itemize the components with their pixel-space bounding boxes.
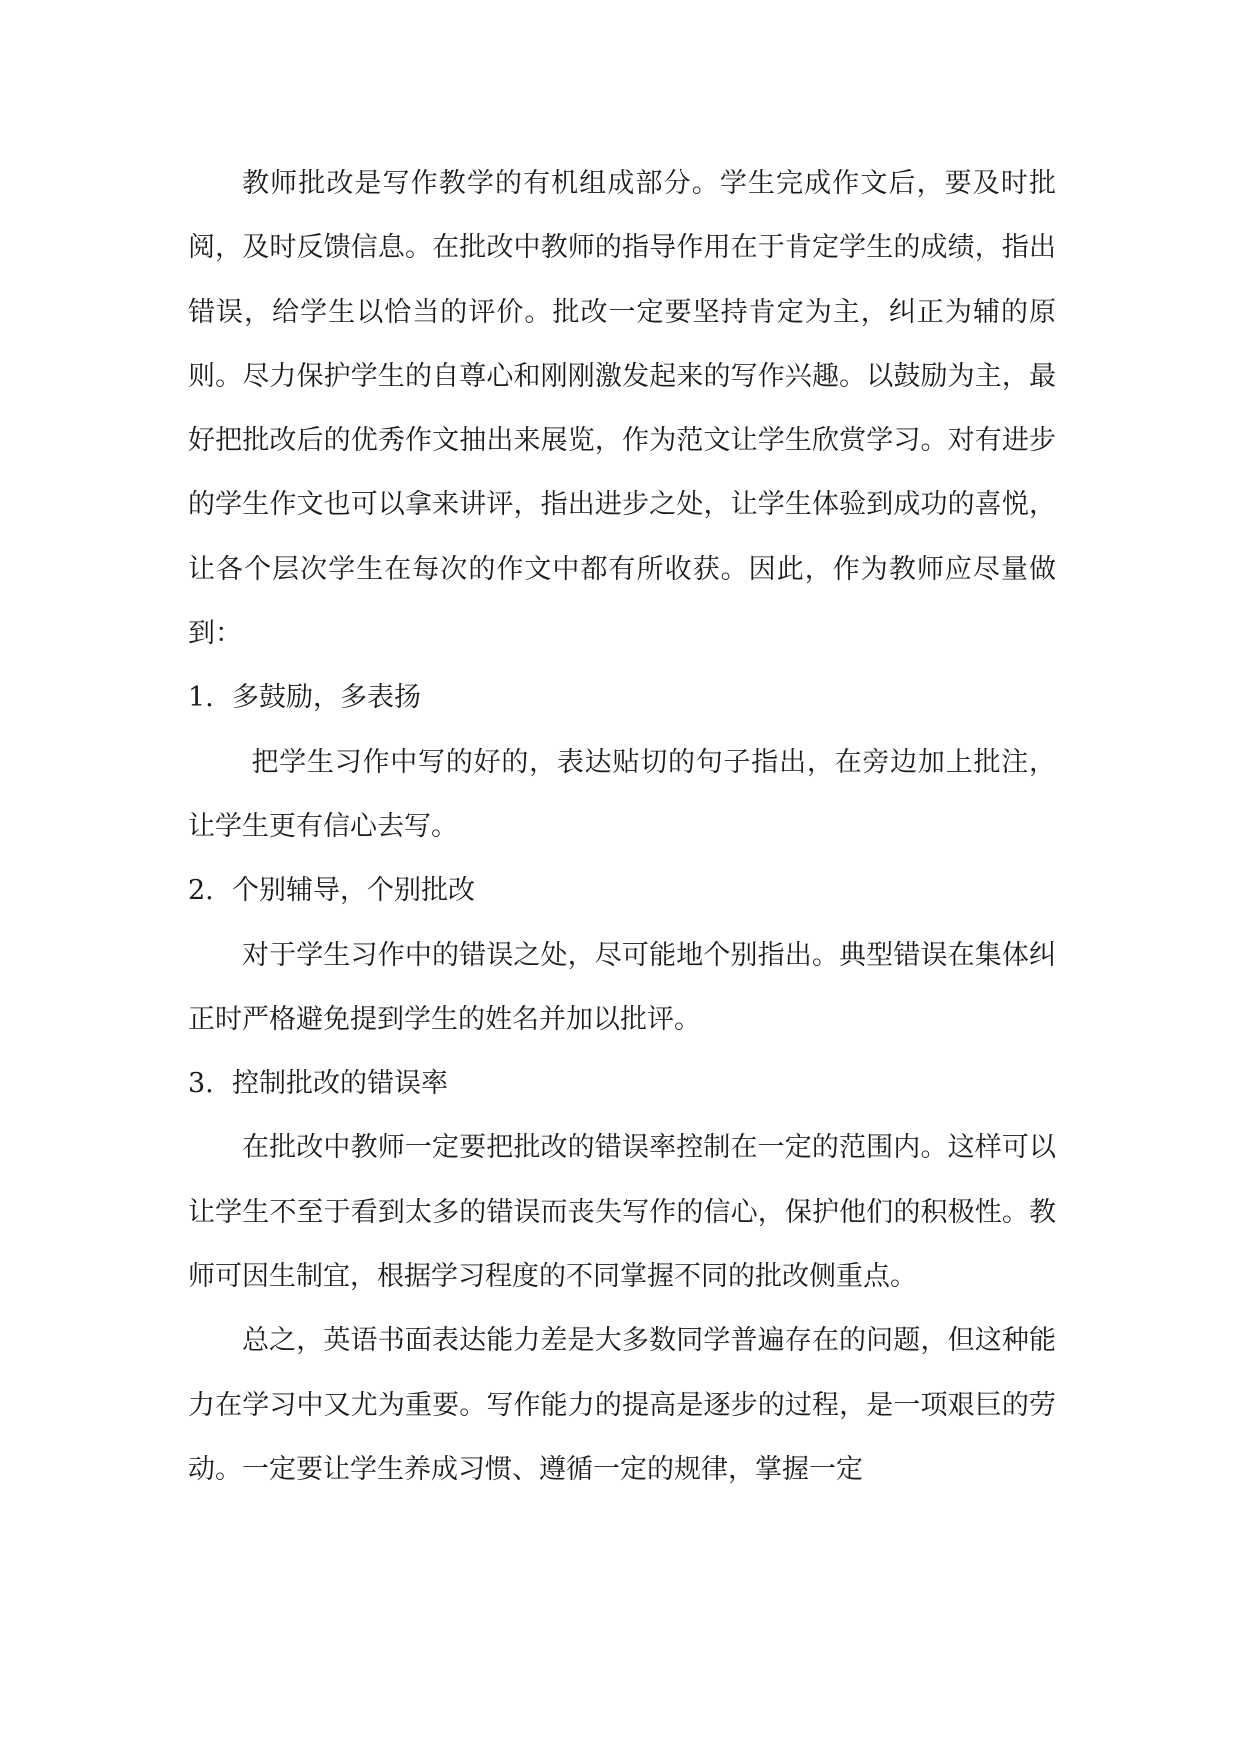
section-heading-3 bbox=[188, 1052, 1056, 1116]
paragraph-error-rate: 在批改中教师一定要把批改的错误率控制在一定的范围内。这样可以让学生不至于看到太多的错误而丧失写作的信心，保护他们的积极性。教师可因生制宜，根据学习程度的不同掌握不同的批改侧重点。 bbox=[188, 1132, 1056, 1293]
paragraph-encourage: 把学生习作中写的好的，表达贴切的句子指出，在旁边加上批注，让学生更有信心去写。 bbox=[188, 746, 1056, 842]
section-title: 个别辅导，个别批改 bbox=[232, 875, 475, 907]
section-title: 多鼓励，多表扬 bbox=[232, 682, 421, 714]
section-title: 控制批改的错误率 bbox=[232, 1068, 448, 1100]
paragraph-individual: 对于学生习作中的错误之处，尽可能地个别指出。典型错误在集体纠正时严格避免提到学生的姓名并加以批评。 bbox=[188, 939, 1056, 1035]
section-number: 2. bbox=[188, 875, 214, 907]
document-body bbox=[188, 152, 1056, 1502]
paragraph-summary: 总之，英语书面表达能力差是大多数同学普遍存在的问题，但这种能力在学习中又尤为重要。写作能力的提高是逐步的过程，是一项艰巨的劳动。一定要让学生养成习惯、遵循一定的规律，掌握一定 bbox=[188, 1325, 1056, 1485]
section-number: 3. bbox=[188, 1068, 214, 1100]
section-number: 1. bbox=[188, 682, 214, 714]
paragraph-intro: 教师批改是写作教学的有机组成部分。学生完成作文后，要及时批阅，及时反馈信息。在批改中教师的指导作用在于肯定学生的成绩，指出错误，给学生以恰当的评价。批改一定要坚持肯定为主，纠正为辅的原则。尽力保护学生的自尊心和刚刚激发起来的写作兴趣。以鼓励为主，最好把批改后的优秀作文抽出来展览，作为范文让学生欣赏学习。对有进步的学生作文也可以拿来讲评，指出进步之处，让学生体验到成功的喜悦，让各个层次学生在每次的作文中都有所收获。因此，作为教师应尽量做到： bbox=[188, 168, 1056, 650]
section-heading-1 bbox=[188, 666, 1056, 730]
section-heading-2 bbox=[188, 859, 1056, 923]
